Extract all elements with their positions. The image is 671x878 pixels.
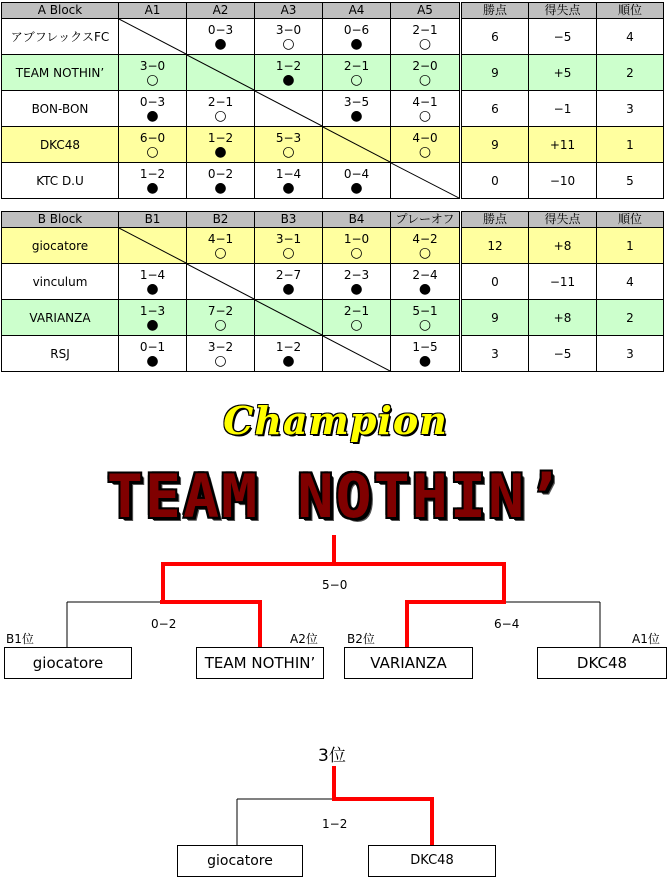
loss-mark-icon: ● — [214, 144, 227, 160]
match-score: 3−0 — [275, 23, 302, 37]
match-score: 0−2 — [207, 167, 234, 181]
column-header: B1 — [119, 212, 187, 228]
match-score: 0−3 — [139, 95, 166, 109]
loss-mark-icon: ● — [214, 180, 227, 196]
points-cell: 0 — [461, 163, 529, 199]
bracket-base-lines — [67, 602, 600, 846]
match-score: 1−2 — [139, 167, 166, 181]
seed-label: B2位 — [347, 632, 375, 646]
win-mark-icon: ○ — [282, 36, 295, 52]
match-score: 1−3 — [139, 304, 166, 318]
match-score: 6−0 — [139, 131, 166, 145]
points-cell: 0 — [461, 264, 529, 300]
column-header: A4 — [323, 3, 391, 19]
points-cell: 12 — [461, 228, 529, 264]
match-score: 1−4 — [139, 268, 166, 282]
match-score: 0−3 — [207, 23, 234, 37]
win-mark-icon: ○ — [350, 245, 363, 261]
rank-cell: 1 — [597, 228, 664, 264]
match-score: 2−4 — [412, 268, 438, 282]
points-cell: 3 — [461, 336, 529, 372]
match-score: 2−1 — [207, 95, 234, 109]
match-score: 3−5 — [343, 95, 370, 109]
team-name: BON-BON — [2, 91, 119, 127]
win-mark-icon: ○ — [418, 144, 432, 160]
win-mark-icon: ○ — [282, 144, 295, 160]
match-score: 4−2 — [412, 232, 438, 246]
semi-left-score: 0−2 — [151, 617, 177, 631]
goal-diff-cell: +11 — [529, 127, 597, 163]
goal-diff-cell: −10 — [529, 163, 597, 199]
win-mark-icon: ○ — [418, 317, 432, 333]
column-header: 勝点 — [461, 212, 529, 228]
win-mark-icon: ○ — [418, 36, 432, 52]
match-score: 1−5 — [412, 340, 438, 354]
loss-mark-icon: ● — [350, 108, 363, 124]
match-score: 2−1 — [343, 304, 370, 318]
loss-mark-icon: ● — [418, 281, 432, 297]
column-header: プレーオフ — [391, 212, 461, 228]
third-place-team-box: giocatore — [177, 845, 303, 877]
match-score: 1−2 — [275, 340, 302, 354]
champion-team-name: TEAM NOTHIN’ — [106, 462, 565, 532]
match-score: 2−0 — [412, 59, 438, 73]
semi-right-score: 6−4 — [494, 617, 520, 631]
rank-cell: 4 — [597, 19, 664, 55]
bracket-team-box: DKC48 — [537, 647, 667, 679]
team-name: giocatore — [2, 228, 119, 264]
team-name: RSJ — [2, 336, 119, 372]
third-place-team-box: DKC48 — [368, 845, 496, 877]
column-header: 順位 — [597, 212, 664, 228]
column-header: 得失点 — [529, 212, 597, 228]
team-name: VARIANZA — [2, 300, 119, 336]
win-mark-icon: ○ — [350, 317, 363, 333]
match-score: 0−1 — [139, 340, 166, 354]
win-mark-icon: ○ — [418, 108, 432, 124]
match-score: 1−4 — [275, 167, 302, 181]
loss-mark-icon: ● — [146, 353, 159, 369]
rank-cell: 1 — [597, 127, 664, 163]
win-mark-icon: ○ — [214, 317, 227, 333]
loss-mark-icon: ● — [282, 180, 295, 196]
column-header: A5 — [391, 3, 461, 19]
column-header: A2 — [187, 3, 255, 19]
seed-label: B1位 — [6, 632, 34, 646]
match-score: 1−2 — [207, 131, 234, 145]
seed-label: A2位 — [290, 632, 318, 646]
match-score: 1−2 — [275, 59, 302, 73]
match-score: 5−1 — [412, 304, 438, 318]
goal-diff-cell: −11 — [529, 264, 597, 300]
match-score: 5−3 — [275, 131, 302, 145]
win-mark-icon: ○ — [146, 72, 159, 88]
seed-label: A1位 — [632, 632, 660, 646]
match-score: 1−0 — [343, 232, 370, 246]
win-mark-icon: ○ — [418, 245, 432, 261]
goal-diff-cell: −1 — [529, 91, 597, 127]
loss-mark-icon: ● — [146, 180, 159, 196]
match-score: 3−0 — [139, 59, 166, 73]
points-cell: 9 — [461, 300, 529, 336]
loss-mark-icon: ● — [350, 281, 363, 297]
loss-mark-icon: ● — [418, 353, 432, 369]
loss-mark-icon: ● — [282, 353, 295, 369]
match-score: 4−1 — [207, 232, 234, 246]
rank-cell: 3 — [597, 336, 664, 372]
loss-mark-icon: ● — [146, 108, 159, 124]
team-name: vinculum — [2, 264, 119, 300]
column-header: 順位 — [597, 3, 664, 19]
match-score: 3−1 — [275, 232, 302, 246]
points-cell: 9 — [461, 55, 529, 91]
win-mark-icon: ○ — [282, 245, 295, 261]
win-mark-icon: ○ — [350, 72, 363, 88]
goal-diff-cell: +5 — [529, 55, 597, 91]
team-name: KTC D.U — [2, 163, 119, 199]
loss-mark-icon: ● — [146, 281, 159, 297]
team-name: TEAM NOTHIN’ — [2, 55, 119, 91]
win-mark-icon: ○ — [214, 353, 227, 369]
loss-mark-icon: ● — [214, 36, 227, 52]
rank-cell: 3 — [597, 91, 664, 127]
bracket-team-box: TEAM NOTHIN’ — [196, 647, 324, 679]
goal-diff-cell: −5 — [529, 336, 597, 372]
champion-heading: Champion — [223, 398, 448, 443]
match-score: 2−3 — [343, 268, 370, 282]
match-score: 2−7 — [275, 268, 302, 282]
team-name: アブフレックスFC — [2, 19, 119, 55]
column-header: B4 — [323, 212, 391, 228]
loss-mark-icon: ● — [282, 72, 295, 88]
column-header: B3 — [255, 212, 323, 228]
win-mark-icon: ○ — [214, 245, 227, 261]
match-score: 2−1 — [412, 23, 438, 37]
match-score: 4−1 — [412, 95, 438, 109]
third-place-score: 1−2 — [322, 817, 348, 831]
team-name: DKC48 — [2, 127, 119, 163]
column-header: A1 — [119, 3, 187, 19]
bracket-team-box: VARIANZA — [344, 647, 473, 679]
goal-diff-cell: +8 — [529, 228, 597, 264]
loss-mark-icon: ● — [282, 281, 295, 297]
match-score: 3−2 — [207, 340, 234, 354]
loss-mark-icon: ● — [350, 36, 363, 52]
goal-diff-cell: −5 — [529, 19, 597, 55]
points-cell: 9 — [461, 127, 529, 163]
points-cell: 6 — [461, 91, 529, 127]
match-score: 7−2 — [207, 304, 234, 318]
points-cell: 6 — [461, 19, 529, 55]
rank-cell: 2 — [597, 300, 664, 336]
column-header: B Block — [2, 212, 119, 228]
match-score: 0−6 — [343, 23, 370, 37]
match-score: 0−4 — [343, 167, 370, 181]
final-score: 5−0 — [322, 578, 348, 592]
column-header: 得失点 — [529, 3, 597, 19]
column-header: A Block — [2, 3, 119, 19]
rank-cell: 2 — [597, 55, 664, 91]
column-header: 勝点 — [461, 3, 529, 19]
bracket-team-box: giocatore — [4, 647, 132, 679]
rank-cell: 5 — [597, 163, 664, 199]
match-score: 4−0 — [412, 131, 438, 145]
goal-diff-cell: +8 — [529, 300, 597, 336]
win-mark-icon: ○ — [146, 144, 159, 160]
win-mark-icon: ○ — [214, 108, 227, 124]
rank-cell: 4 — [597, 264, 664, 300]
column-header: A3 — [255, 3, 323, 19]
win-mark-icon: ○ — [418, 72, 432, 88]
third-place-title: 3位 — [318, 746, 346, 766]
match-score: 2−1 — [343, 59, 370, 73]
loss-mark-icon: ● — [350, 180, 363, 196]
column-header: B2 — [187, 212, 255, 228]
loss-mark-icon: ● — [146, 317, 159, 333]
